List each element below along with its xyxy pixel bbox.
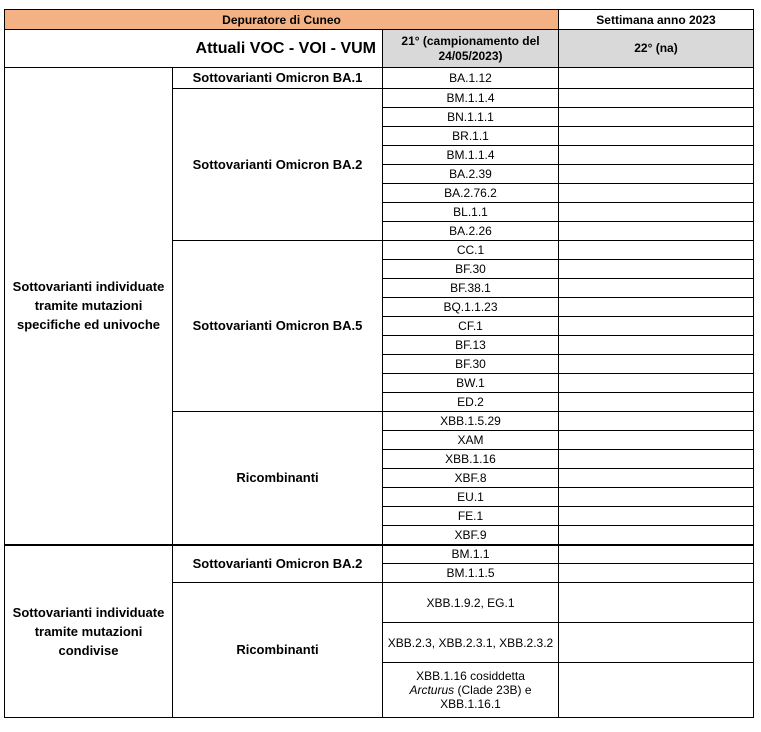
variant-name: FE.1 — [383, 507, 559, 526]
variant-name: EU.1 — [383, 488, 559, 507]
group-specific-mutations: Sottovarianti individuate tramite mutazioni specifiche ed univoche — [5, 68, 173, 545]
table-row — [5, 10, 754, 30]
variant-nickname: Arcturus — [409, 683, 455, 697]
week-22-value — [559, 336, 754, 355]
variant-name: XBB.1.9.2, EG.1 — [383, 583, 559, 623]
variant-name: CC.1 — [383, 241, 559, 260]
week-22-value — [559, 526, 754, 545]
variant-name: XBB.1.5.29 — [383, 412, 559, 431]
variant-text: (Clade 23B) e XBB.1.16.1 — [440, 683, 532, 711]
week-22-value — [559, 469, 754, 488]
week-22-value — [559, 623, 754, 663]
variant-name: XBB.1.16 — [383, 450, 559, 469]
week-22-value — [559, 298, 754, 317]
week-22-value — [559, 241, 754, 260]
week-22-value — [559, 108, 754, 127]
plant-name: Depuratore di Cuneo — [5, 10, 559, 30]
week-22-value — [559, 583, 754, 623]
week-22-value — [559, 165, 754, 184]
variant-name: BM.1.1.4 — [383, 146, 559, 165]
table-row — [5, 68, 754, 89]
variant-name: BM.1.1 — [383, 545, 559, 564]
week-group-header: Settimana anno 2023 — [559, 10, 754, 30]
variant-name: XAM — [383, 431, 559, 450]
table-title: Attuali VOC - VOI - VUM — [5, 30, 383, 68]
subgroup-ba2: Sottovarianti Omicron BA.2 — [173, 89, 383, 241]
variant-name: CF.1 — [383, 317, 559, 336]
variant-name: XBB.2.3, XBB.2.3.1, XBB.2.3.2 — [383, 623, 559, 663]
subgroup-ba5: Sottovarianti Omicron BA.5 — [173, 241, 383, 412]
variant-name: BA.2.26 — [383, 222, 559, 241]
table-row — [5, 30, 754, 68]
week-22-value — [559, 355, 754, 374]
week-22-value — [559, 663, 754, 718]
table-row — [5, 545, 754, 564]
week-22-value — [559, 450, 754, 469]
week-22-value — [559, 545, 754, 564]
group-shared-mutations: Sottovarianti individuate tramite mutazioni condivise — [5, 545, 173, 718]
variant-name: BF.13 — [383, 336, 559, 355]
variant-name: BR.1.1 — [383, 127, 559, 146]
week-22-value — [559, 89, 754, 108]
variant-name: ED.2 — [383, 393, 559, 412]
week-22-value — [559, 374, 754, 393]
variant-name — [383, 663, 559, 718]
week-22-value — [559, 507, 754, 526]
week-22-value — [559, 393, 754, 412]
subgroup-ba1: Sottovarianti Omicron BA.1 — [173, 68, 383, 89]
week-22-value — [559, 203, 754, 222]
subgroup-ricombinanti-shared: Ricombinanti — [173, 583, 383, 718]
variant-name: BM.1.1.4 — [383, 89, 559, 108]
variant-name: BA.2.76.2 — [383, 184, 559, 203]
week-22-value — [559, 260, 754, 279]
week-22-value — [559, 412, 754, 431]
variant-name: BA.1.12 — [383, 68, 559, 89]
variant-name: BN.1.1.1 — [383, 108, 559, 127]
variant-name: BA.2.39 — [383, 165, 559, 184]
variant-name: BQ.1.1.23 — [383, 298, 559, 317]
variant-name: BF.30 — [383, 260, 559, 279]
week-22-value — [559, 488, 754, 507]
variant-name: BM.1.1.5 — [383, 564, 559, 583]
variant-name: BF.30 — [383, 355, 559, 374]
week-22-value — [559, 431, 754, 450]
week-22-value — [559, 317, 754, 336]
week-22-value — [559, 222, 754, 241]
variant-name: BL.1.1 — [383, 203, 559, 222]
subgroup-ba2-shared: Sottovarianti Omicron BA.2 — [173, 545, 383, 583]
subgroup-ricombinanti: Ricombinanti — [173, 412, 383, 545]
week-22-value — [559, 68, 754, 89]
week-21-header: 21° (campionamento del 24/05/2023) — [383, 30, 559, 68]
week-22-value — [559, 146, 754, 165]
variant-name: BF.38.1 — [383, 279, 559, 298]
week-22-value — [559, 184, 754, 203]
variant-text: XBB.1.16 cosiddetta — [416, 669, 525, 683]
week-22-header: 22° (na) — [559, 30, 754, 68]
variant-name: BW.1 — [383, 374, 559, 393]
variant-name: XBF.9 — [383, 526, 559, 545]
variants-table — [4, 9, 754, 718]
week-22-value — [559, 279, 754, 298]
week-22-value — [559, 127, 754, 146]
variant-name: XBF.8 — [383, 469, 559, 488]
week-22-value — [559, 564, 754, 583]
